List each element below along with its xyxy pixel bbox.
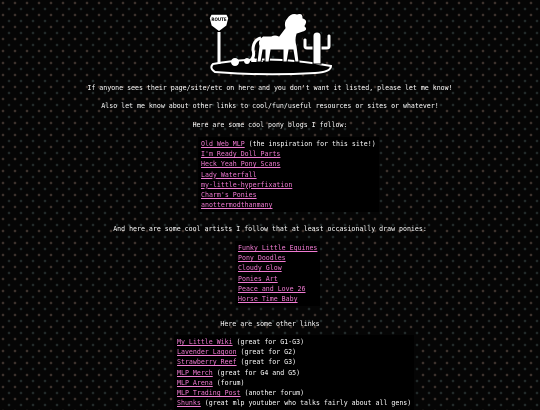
- list-item: [238, 253, 317, 263]
- link-anottermodthanmany[interactable]: anottermodthanmany: [201, 201, 273, 210]
- list-item: [177, 398, 411, 408]
- list-item: [201, 180, 376, 190]
- list-item: [238, 274, 317, 284]
- other-list: [174, 335, 414, 410]
- list-item: [177, 347, 411, 357]
- blogs-list: [198, 137, 379, 212]
- intro-line-2: Also let me know about other links to cool/fun/useful resources or sites or whatever!: [101, 102, 439, 110]
- link-note: (great for G2): [236, 348, 297, 357]
- list-item: [238, 284, 317, 294]
- link-heck-yeah-pony-scans[interactable]: Heck Yeah Pony Scans: [201, 160, 281, 169]
- link-my-little-wiki[interactable]: My Little Wiki: [177, 338, 233, 346]
- link-lavender-lagoon[interactable]: Lavender Lagoon: [177, 348, 237, 357]
- link-note: (great mlp youtuber who talks fairly about all gens): [200, 399, 412, 408]
- link-horse-time-baby[interactable]: Horse Time Baby: [238, 295, 298, 304]
- list-item: [201, 190, 376, 200]
- link-note: (great for G4 and G5): [212, 368, 301, 377]
- link-note: (great for G3): [236, 358, 297, 367]
- link-shunks[interactable]: Shunks: [177, 399, 201, 408]
- list-item: [177, 378, 411, 388]
- link-funky-little-equines[interactable]: Funky Little Equines: [238, 244, 318, 252]
- link-lady-waterfall[interactable]: Lady Waterfall: [201, 170, 257, 179]
- list-item: [201, 139, 376, 149]
- link-note: (another forum): [240, 389, 305, 398]
- other-heading: Here are some other links: [220, 320, 320, 328]
- link-old-web-mlp[interactable]: Old Web MLP: [201, 140, 245, 148]
- list-item: [201, 200, 376, 210]
- list-item: [238, 243, 317, 253]
- link-note: (great for G1-G3): [232, 338, 305, 346]
- list-item: [177, 357, 411, 367]
- link-note: (forum): [212, 378, 245, 387]
- pony-desert-banner: [205, 6, 335, 76]
- list-item: [201, 170, 376, 180]
- list-item: [177, 388, 411, 398]
- route-sign-text: ROUTE: [211, 17, 227, 22]
- link-pony-doodles[interactable]: Pony Doodles: [238, 254, 286, 263]
- blogs-heading: Here are some cool pony blogs I follow:: [192, 121, 348, 129]
- artists-heading: And here are some cool artists I follow that at least occasionally draw ponies:: [113, 225, 427, 233]
- link-cloudy-glow[interactable]: Cloudy Glow: [238, 264, 282, 273]
- link-charms-ponies[interactable]: Charm's Ponies: [201, 191, 257, 200]
- list-item: [201, 149, 376, 159]
- intro-line-1: If anyone sees their page/site/etc on here and you don't want it listed, please let me know!: [87, 84, 453, 92]
- artists-list: [235, 241, 320, 306]
- route-sign-icon: [209, 14, 229, 64]
- list-item: [238, 263, 317, 273]
- list-item: [177, 337, 411, 347]
- link-strawberry-reef[interactable]: Strawberry Reef: [177, 358, 237, 367]
- link-my-little-hyperfixation[interactable]: my-little-hyperfixation: [201, 180, 293, 189]
- link-peace-and-love-26[interactable]: Peace and Love 26: [238, 284, 306, 293]
- link-note: (the inspiration for this site!): [244, 140, 376, 148]
- link-mlp-arena[interactable]: MLP Arena: [177, 378, 213, 387]
- link-mlp-merch[interactable]: MLP Merch: [177, 368, 213, 377]
- link-mlp-trading-post[interactable]: MLP Trading Post: [177, 389, 241, 398]
- link-ponies-art[interactable]: Ponies Art: [238, 274, 278, 283]
- list-item: [177, 368, 411, 378]
- pony-silhouette-icon: [257, 14, 307, 63]
- list-item: [201, 159, 376, 169]
- list-item: [238, 294, 317, 304]
- link-im-ready-doll-parts[interactable]: I'm Ready Doll Parts: [201, 150, 281, 159]
- cactus-icon: [303, 32, 331, 64]
